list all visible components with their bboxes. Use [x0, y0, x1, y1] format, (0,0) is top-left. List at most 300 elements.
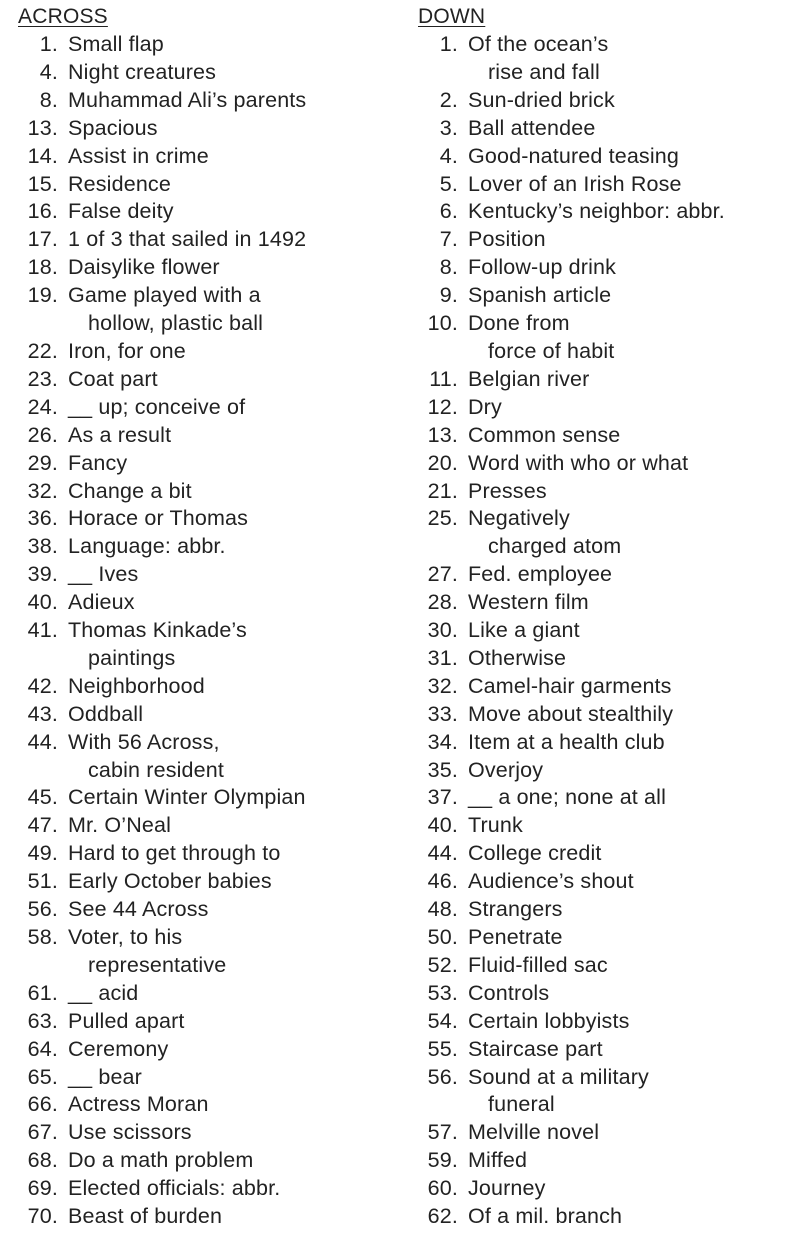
clue-text-line: Item at a health club: [468, 729, 665, 754]
clue-text-line: Fed. employee: [468, 562, 613, 587]
clue-number: 8.: [439, 255, 458, 280]
clue-text-line: Residence: [68, 171, 171, 196]
clue-text-line: Horace or Thomas: [68, 506, 249, 531]
clue-text-line: Certain Winter Olympian: [68, 785, 306, 810]
clue-number: 63.: [27, 1008, 58, 1033]
clue-number: 9.: [439, 283, 458, 308]
clue-number: 14.: [27, 143, 58, 168]
clue-text: [458, 840, 602, 868]
clue-item: [14, 59, 394, 87]
clue-text: [458, 1175, 546, 1203]
clue-number: 56.: [427, 1064, 458, 1089]
clue-number: 27.: [427, 562, 458, 587]
clue-item: [14, 505, 394, 533]
clue-text-line: Negatively: [468, 506, 570, 531]
clue-item: [414, 952, 786, 980]
clue-number: 5.: [439, 171, 458, 196]
clue-number: 37.: [427, 785, 458, 810]
clue-number: 33.: [427, 701, 458, 726]
clue-item: [14, 1203, 394, 1231]
clue-text: [58, 1147, 253, 1175]
clue-text-line: Position: [468, 227, 546, 252]
clue-text: [458, 282, 611, 310]
clue-text-line: Fancy: [68, 450, 128, 475]
clue-item: [414, 1175, 786, 1203]
clue-text: [458, 868, 634, 896]
clue-item: [14, 729, 394, 785]
clue-number: 13.: [427, 422, 458, 447]
clue-item: [14, 478, 394, 506]
clue-item: [414, 31, 786, 87]
clue-number: 46.: [427, 869, 458, 894]
clue-text: [58, 924, 226, 980]
clue-text: [58, 896, 209, 924]
clue-number: 1.: [439, 32, 458, 56]
clue-text: [458, 757, 543, 785]
clue-text-continuation: representative: [88, 952, 227, 977]
clue-item: [414, 673, 786, 701]
clue-text: [458, 673, 672, 701]
clue-text: [58, 812, 171, 840]
clue-text: [458, 784, 666, 812]
clue-text: [458, 171, 682, 199]
clue-item: [14, 394, 394, 422]
clue-text-line: Do a math problem: [68, 1148, 254, 1173]
clue-item: [14, 896, 394, 924]
clue-item: [14, 338, 394, 366]
clue-number: 26.: [27, 422, 58, 447]
clue-item: [414, 1203, 786, 1231]
clue-number: 39.: [27, 562, 58, 587]
clue-number: 15.: [27, 171, 58, 196]
clue-item: [414, 115, 786, 143]
clue-text: [458, 1008, 629, 1036]
clue-text: [58, 1008, 185, 1036]
clue-number: 38.: [27, 534, 58, 559]
clue-text-line: Coat part: [68, 366, 158, 391]
clue-text: [58, 226, 306, 254]
clue-item: [414, 757, 786, 785]
clue-text: [458, 478, 547, 506]
clue-number: 50.: [427, 925, 458, 949]
clue-text: [58, 561, 138, 589]
clue-number: 22.: [27, 338, 58, 363]
clue-text: [58, 673, 205, 701]
clue-number: 65.: [27, 1064, 58, 1089]
clue-text-line: Word with who or what: [468, 450, 689, 475]
across-column: [14, 4, 394, 1231]
clue-number: 34.: [427, 729, 458, 754]
clue-item: [414, 478, 786, 506]
clue-text: [58, 87, 306, 115]
clue-item: [414, 645, 786, 673]
clue-text-line: Sound at a military: [468, 1064, 649, 1089]
clue-text: [58, 59, 216, 87]
clue-text-line: Miffed: [468, 1148, 528, 1173]
clue-text-line: Language: abbr.: [68, 534, 226, 559]
clue-text: [458, 924, 563, 952]
clue-item: [14, 422, 394, 450]
clue-text: [458, 366, 589, 394]
clue-number: 35.: [427, 757, 458, 782]
clue-text-line: __ acid: [68, 980, 139, 1005]
clue-text-line: As a result: [68, 422, 172, 447]
clue-text-line: Oddball: [68, 701, 144, 726]
clue-text: [458, 617, 580, 645]
clue-number: 66.: [27, 1092, 58, 1117]
clue-item: [14, 1119, 394, 1147]
clue-text-line: Lover of an Irish Rose: [468, 171, 682, 196]
clue-number: 19.: [27, 283, 58, 308]
clue-text: [58, 868, 272, 896]
clue-text-line: Ceremony: [68, 1036, 169, 1061]
clue-item: [14, 87, 394, 115]
clue-text-line: Strangers: [468, 897, 563, 922]
clue-number: 48.: [427, 897, 458, 922]
clue-text-line: See 44 Across: [68, 897, 209, 922]
clue-text: [58, 505, 248, 533]
clue-text-line: Mr. O’Neal: [68, 813, 172, 838]
across-heading: ACROSS: [18, 5, 108, 28]
clue-text-continuation: charged atom: [488, 534, 622, 559]
clue-item: [414, 1064, 786, 1120]
clue-number: 7.: [439, 227, 458, 252]
clue-text-line: Staircase part: [468, 1036, 603, 1061]
clue-text-line: Adieux: [68, 590, 135, 615]
clue-item: [414, 1119, 786, 1147]
clue-text-line: Fluid-filled sac: [468, 952, 608, 977]
clue-number: 25.: [427, 506, 458, 531]
clue-text-line: Small flap: [68, 32, 164, 56]
clue-item: [414, 729, 786, 757]
clue-item: [414, 589, 786, 617]
clue-text: [458, 1203, 622, 1231]
clue-item: [14, 1175, 394, 1203]
clue-text: [58, 840, 280, 868]
clue-number: 61.: [27, 980, 58, 1005]
clue-text-line: Overjoy: [468, 757, 544, 782]
clue-text-line: Beast of burden: [68, 1204, 223, 1229]
clue-item: [14, 589, 394, 617]
clue-text-line: Presses: [468, 478, 547, 503]
clue-text-line: Ball attendee: [468, 115, 596, 140]
clue-text: [58, 784, 306, 812]
clue-text: [458, 394, 502, 422]
clue-number: 51.: [27, 869, 58, 894]
clue-item: [414, 701, 786, 729]
clue-number: 47.: [27, 813, 58, 838]
clue-item: [414, 226, 786, 254]
clue-text-line: Early October babies: [68, 869, 272, 894]
clue-text: [58, 478, 192, 506]
clue-item: [414, 840, 786, 868]
clue-text-line: Night creatures: [68, 59, 217, 84]
clue-item: [14, 617, 394, 673]
clue-number: 55.: [427, 1036, 458, 1061]
clue-item: [14, 31, 394, 59]
clue-text: [58, 143, 209, 171]
clue-text-line: Thomas Kinkade’s: [68, 618, 247, 643]
clue-text: [58, 394, 245, 422]
clue-text: [458, 450, 688, 478]
clue-text: [458, 1119, 599, 1147]
clue-text-line: Move about stealthily: [468, 701, 674, 726]
clue-item: [414, 868, 786, 896]
clue-text: [458, 87, 615, 115]
clue-number: 20.: [427, 450, 458, 475]
clue-item: [414, 561, 786, 589]
down-column: [414, 4, 786, 1231]
clue-text-line: Common sense: [468, 422, 621, 447]
clue-item: [414, 896, 786, 924]
clue-item: [14, 784, 394, 812]
clue-text-line: Hard to get through to: [68, 841, 281, 866]
clue-text-line: Game played with a: [68, 283, 261, 308]
clue-text: [58, 533, 226, 561]
clue-text: [58, 422, 171, 450]
clue-item: [14, 1008, 394, 1036]
clue-text: [58, 729, 224, 785]
clue-text: [458, 115, 595, 143]
clue-text-line: __ up; conceive of: [68, 394, 246, 419]
clue-number: 8.: [39, 87, 58, 112]
clue-item: [14, 701, 394, 729]
clue-text: [458, 226, 546, 254]
clue-text: [58, 1203, 222, 1231]
clue-text-line: Pulled apart: [68, 1008, 185, 1033]
clue-text: [58, 254, 220, 282]
clue-item: [14, 868, 394, 896]
clue-item: [414, 1008, 786, 1036]
clue-item: [414, 980, 786, 1008]
clue-text-line: Western film: [468, 590, 589, 615]
clue-text: [58, 198, 174, 226]
clue-text: [458, 645, 566, 673]
clue-item: [14, 561, 394, 589]
clue-item: [414, 310, 786, 366]
clue-text-line: Actress Moran: [68, 1092, 209, 1117]
clue-text-line: Assist in crime: [68, 143, 209, 168]
clue-item: [414, 924, 786, 952]
clue-text-line: Dry: [468, 394, 502, 419]
clue-item: [414, 422, 786, 450]
clue-text-line: False deity: [68, 199, 174, 224]
clue-item: [14, 450, 394, 478]
clue-item: [414, 394, 786, 422]
clue-number: 62.: [427, 1204, 458, 1229]
clue-number: 23.: [27, 366, 58, 391]
clue-text: [458, 701, 673, 729]
down-clue-list: [414, 31, 786, 1231]
clue-item: [414, 366, 786, 394]
clue-text: [458, 198, 725, 226]
clue-text: [58, 1175, 280, 1203]
clue-item: [414, 812, 786, 840]
clue-text-line: Elected officials: abbr.: [68, 1176, 281, 1201]
clue-text: [58, 450, 127, 478]
across-clue-list: [14, 31, 394, 1231]
clue-item: [14, 924, 394, 980]
clue-number: 17.: [27, 227, 58, 252]
clue-number: 44.: [427, 841, 458, 866]
clue-number: 6.: [439, 199, 458, 224]
clue-text-line: Spacious: [68, 115, 158, 140]
clue-number: 42.: [27, 673, 58, 698]
clue-text: [58, 366, 158, 394]
clue-text-line: Kentucky’s neighbor: abbr.: [468, 199, 725, 224]
clue-number: 59.: [427, 1148, 458, 1173]
clue-item: [14, 1036, 394, 1064]
clue-text: [458, 31, 608, 87]
clue-text-line: Camel-hair garments: [468, 673, 672, 698]
clue-text-line: Melville novel: [468, 1120, 600, 1145]
clue-number: 60.: [427, 1176, 458, 1201]
clue-text-line: Trunk: [468, 813, 523, 838]
clue-number: 32.: [427, 673, 458, 698]
clue-number: 56.: [27, 897, 58, 922]
clue-text-line: Voter, to his: [68, 925, 183, 949]
clue-item: [14, 1091, 394, 1119]
clue-text: [58, 1119, 192, 1147]
clue-text-continuation: cabin resident: [88, 757, 224, 782]
clue-number: 70.: [27, 1204, 58, 1229]
clue-number: 32.: [27, 478, 58, 503]
clue-text-line: Otherwise: [468, 645, 567, 670]
clue-number: 4.: [39, 59, 58, 84]
clue-item: [414, 450, 786, 478]
clue-text-line: Use scissors: [68, 1120, 192, 1145]
clue-number: 44.: [27, 729, 58, 754]
clue-item: [14, 1147, 394, 1175]
clue-number: 58.: [27, 925, 58, 949]
clue-number: 49.: [27, 841, 58, 866]
clue-text-line: Audience’s shout: [468, 869, 634, 894]
clue-text: [58, 31, 164, 59]
clue-text: [458, 1036, 603, 1064]
clue-text-continuation: hollow, plastic ball: [88, 311, 264, 336]
clue-text-continuation: rise and fall: [488, 59, 600, 84]
clue-item: [414, 282, 786, 310]
clue-number: 40.: [27, 590, 58, 615]
clue-text-continuation: funeral: [488, 1092, 555, 1117]
clue-text-line: __ a one; none at all: [468, 785, 667, 810]
clue-text-line: Belgian river: [468, 366, 590, 391]
down-heading: DOWN: [418, 5, 486, 28]
clue-number: 36.: [27, 506, 58, 531]
clue-number: 40.: [427, 813, 458, 838]
clue-item: [14, 840, 394, 868]
clue-text-line: Controls: [468, 980, 550, 1005]
clue-number: 30.: [427, 618, 458, 643]
clue-text: [458, 980, 549, 1008]
clue-text-line: 1 of 3 that sailed in 1492: [68, 227, 307, 252]
clue-text-line: Sun-dried brick: [468, 87, 615, 112]
clue-item: [414, 1147, 786, 1175]
clue-text-line: Of a mil. branch: [468, 1204, 623, 1229]
clue-text-line: Neighborhood: [68, 673, 205, 698]
clue-text-line: Spanish article: [468, 283, 612, 308]
clue-item: [14, 254, 394, 282]
clue-number: 54.: [427, 1008, 458, 1033]
clue-item: [414, 617, 786, 645]
clue-number: 11.: [429, 366, 458, 391]
clue-item: [14, 198, 394, 226]
clue-text-line: Journey: [468, 1176, 546, 1201]
clue-number: 12.: [427, 394, 458, 419]
clue-item: [14, 282, 394, 338]
clue-item: [14, 980, 394, 1008]
clue-text-line: Certain lobbyists: [468, 1008, 630, 1033]
clue-number: 18.: [27, 255, 58, 280]
clue-text: [458, 143, 679, 171]
clue-item: [414, 505, 786, 561]
clue-text: [458, 1064, 649, 1120]
clue-text: [58, 282, 263, 338]
clue-item: [14, 366, 394, 394]
clue-number: 31.: [427, 645, 458, 670]
clue-text-line: Iron, for one: [68, 338, 186, 363]
clue-number: 52.: [427, 952, 458, 977]
clue-text: [58, 1036, 168, 1064]
clue-number: 2.: [439, 87, 458, 112]
clue-item: [14, 115, 394, 143]
clue-text-continuation: paintings: [88, 645, 176, 670]
clue-text: [458, 422, 620, 450]
clue-number: 10.: [427, 311, 458, 336]
clue-text: [458, 310, 614, 366]
clue-text-line: Like a giant: [468, 618, 580, 643]
clue-item: [414, 1036, 786, 1064]
clue-item: [414, 784, 786, 812]
clue-number: 1.: [39, 32, 58, 56]
clue-text-line: Done from: [468, 311, 570, 336]
clue-text: [58, 115, 158, 143]
clue-text: [58, 980, 138, 1008]
clue-text: [58, 617, 247, 673]
clue-text-line: __ Ives: [68, 562, 139, 587]
clue-text: [458, 812, 523, 840]
clue-text-line: Penetrate: [468, 925, 563, 949]
clue-text: [58, 1091, 209, 1119]
clue-text: [58, 589, 135, 617]
clue-text-line: Of the ocean’s: [468, 32, 609, 56]
clue-item: [414, 198, 786, 226]
clue-number: 29.: [27, 450, 58, 475]
clue-item: [14, 171, 394, 199]
clue-item: [414, 87, 786, 115]
clue-item: [414, 171, 786, 199]
clue-text-line: __ bear: [68, 1064, 142, 1089]
clue-text-line: Muhammad Ali’s parents: [68, 87, 307, 112]
clue-number: 4.: [439, 143, 458, 168]
clue-text: [58, 338, 186, 366]
clue-item: [14, 673, 394, 701]
clue-item: [14, 1064, 394, 1092]
clue-item: [414, 254, 786, 282]
clue-text-line: Daisylike flower: [68, 255, 220, 280]
clue-number: 67.: [27, 1120, 58, 1145]
clue-text: [458, 1147, 527, 1175]
clue-text: [458, 505, 621, 561]
clue-number: 13.: [27, 115, 58, 140]
clue-item: [14, 226, 394, 254]
clue-number: 43.: [27, 701, 58, 726]
clue-text: [458, 254, 616, 282]
clue-text-continuation: force of habit: [488, 338, 615, 363]
clue-number: 21.: [427, 478, 458, 503]
clue-number: 41.: [27, 618, 58, 643]
clue-number: 69.: [27, 1176, 58, 1201]
